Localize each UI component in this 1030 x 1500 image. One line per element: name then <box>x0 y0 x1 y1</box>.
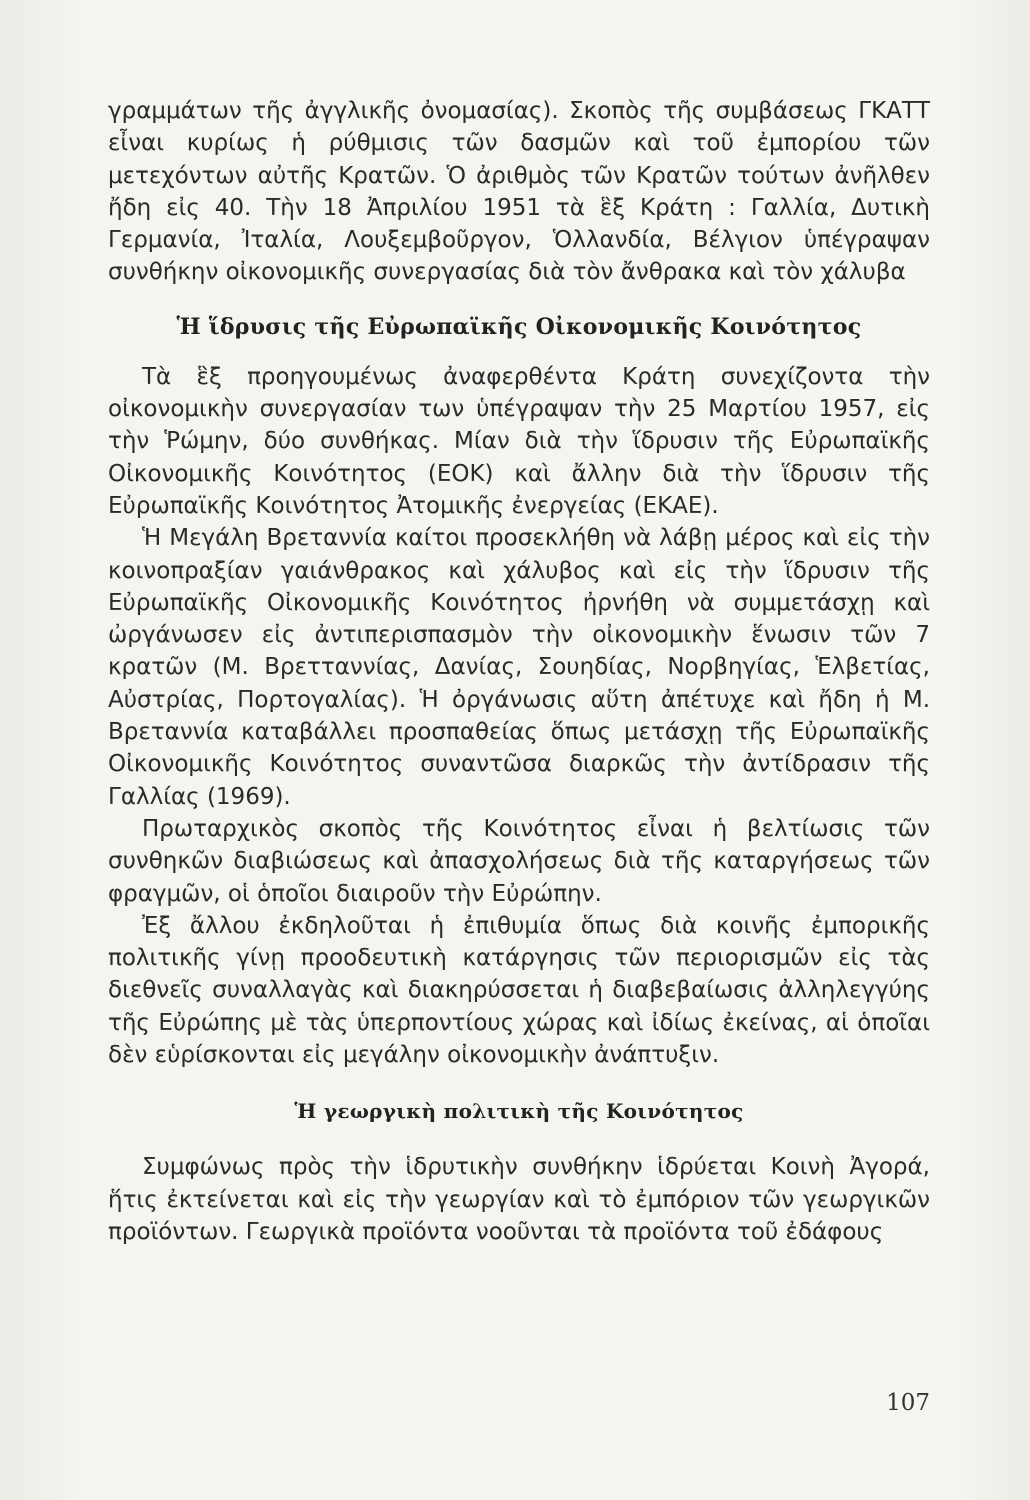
page-number: 107 <box>886 1390 930 1416</box>
section-heading-agricultural-policy: Ἡ γεωργικὴ πολιτικὴ τῆς Κοινότητος <box>294 1099 744 1124</box>
page-text <box>108 95 930 1248</box>
paragraph-section1-1: Τὰ ἓξ προηγουμένως ἀναφερθέντα Κράτη συνεχίζοντα τὴν οἰκονομικὴν συνεργασίαν των ὑπέγραψαν τὴν 25 Μαρτίου 1957, εἰς τὴν Ῥώμην, δύο συνθήκας. Μίαν διὰ τὴν ἵδρυσιν τῆς Εὐρωπαϊκῆς Οἰκονομικῆς Κοινότητος (ΕΟΚ) καὶ ἄλλην διὰ τὴν ἵδρυσιν τῆς Εὐρωπαϊκῆς Κοινότητος Ἀτομικῆς ἐνεργείας (ΕΚΑΕ). <box>108 363 930 519</box>
paragraph-section1-2: Ἡ Μεγάλη Βρεταννία καίτοι προσεκλήθη νὰ λάβῃ μέρος καὶ εἰς τὴν κοινοπραξίαν γαιάνθρακος καὶ χάλυβος καὶ εἰς τὴν ἵδρυσιν τῆς Εὐρωπαϊκῆς Οἰκονομικῆς Κοινότητος ἠρνήθη νὰ συμμετάσχῃ καὶ ὠργάνωσεν εἰς ἀντιπερισπασμὸν τὴν οἰκονομικὴν ἕνωσιν τῶν 7 κρατῶν (Μ. Βρετταννίας, Δανίας, Σουηδίας, Νορβηγίας, Ἑλβετίας, Αὐστρίας, Πορτογαλίας). Ἡ ὀργάνωσις αὕτη ἀπέτυχε καὶ ἤδη ἡ Μ. Βρεταννία καταβάλλει προσπαθείας ὅπως μετάσχῃ τῆς Εὐρωπαϊκῆς Οἰκονομικῆς Κοινότητος συναντῶσα διαρκῶς τὴν ἀντίδρασιν τῆς Γαλλίας (1969). <box>108 525 930 810</box>
paragraph-intro: γραμμάτων τῆς ἀγγλικῆς ὀνομασίας). Σκοπὸς τῆς συμβάσεως ΓΚΑΤΤ εἶναι κυρίως ἡ ρύθμισις τῶν δασμῶν καὶ τοῦ ἐμπορίου τῶν μετεχόντων αὐτῆς Κρατῶν. Ὁ ἀριθμὸς τῶν Κρατῶν τούτων ἀνῆλθεν ἤδη εἰς 40. Τὴν 18 Ἀπριλίου 1951 τὰ ἓξ Κράτη : Γαλλία, Δυτικὴ Γερμανία, Ἰταλία, Λουξεμβοῦργον, Ὁλλανδία, Βέλγιον ὑπέγραψαν συνθήκην οἰκονομικῆς συνεργασίας διὰ τὸν ἄνθρακα καὶ τὸν χάλυβα <box>108 98 930 286</box>
section-heading-eec-founding: Ἡ ἵδρυσις τῆς Εὐρωπαϊκῆς Οἰκονομικῆς Κοινότητος <box>176 313 862 340</box>
paragraph-section2-1: Συμφώνως πρὸς τὴν ἱδρυτικὴν συνθήκην ἱδρύεται Κοινὴ Ἀγορά, ἥτις ἐκτείνεται καὶ εἰς τὴν γεωργίαν καὶ τὸ ἐμπόριον τῶν γεωργικῶν προϊόντων. Γεωργικὰ προϊόντα νοοῦνται τὰ προϊόντα τοῦ ἐδάφους <box>108 1154 930 1245</box>
paragraph-section1-4: Ἐξ ἄλλου ἐκδηλοῦται ἡ ἐπιθυμία ὅπως διὰ κοινῆς ἐμπορικῆς πολιτικῆς γίνῃ προοδευτικὴ κατάργησις τῶν περιορισμῶν εἰς τὰς διεθνεῖς συναλλαγὰς καὶ διακηρύσσεται ἡ διαβεβαίωσις ἀλληλεγγύης τῆς Εὐρώπης μὲ τὰς ὑπερποντίους χώρας καὶ ἰδίως ἐκείνας, αἱ ὁποῖαι δὲν εὑρίσκονται εἰς μεγάλην οἰκονομικὴν ἀνάπτυξιν. <box>108 912 930 1069</box>
paragraph-section1-3: Πρωταρχικὸς σκοπὸς τῆς Κοινότητος εἶναι ἡ βελτίωσις τῶν συνθηκῶν διαβιώσεως καὶ ἀπασχολήσεως διὰ τῆς καταργήσεως τῶν φραγμῶν, οἱ ὁποῖοι διαιροῦν τὴν Εὐρώπην. <box>108 815 930 907</box>
